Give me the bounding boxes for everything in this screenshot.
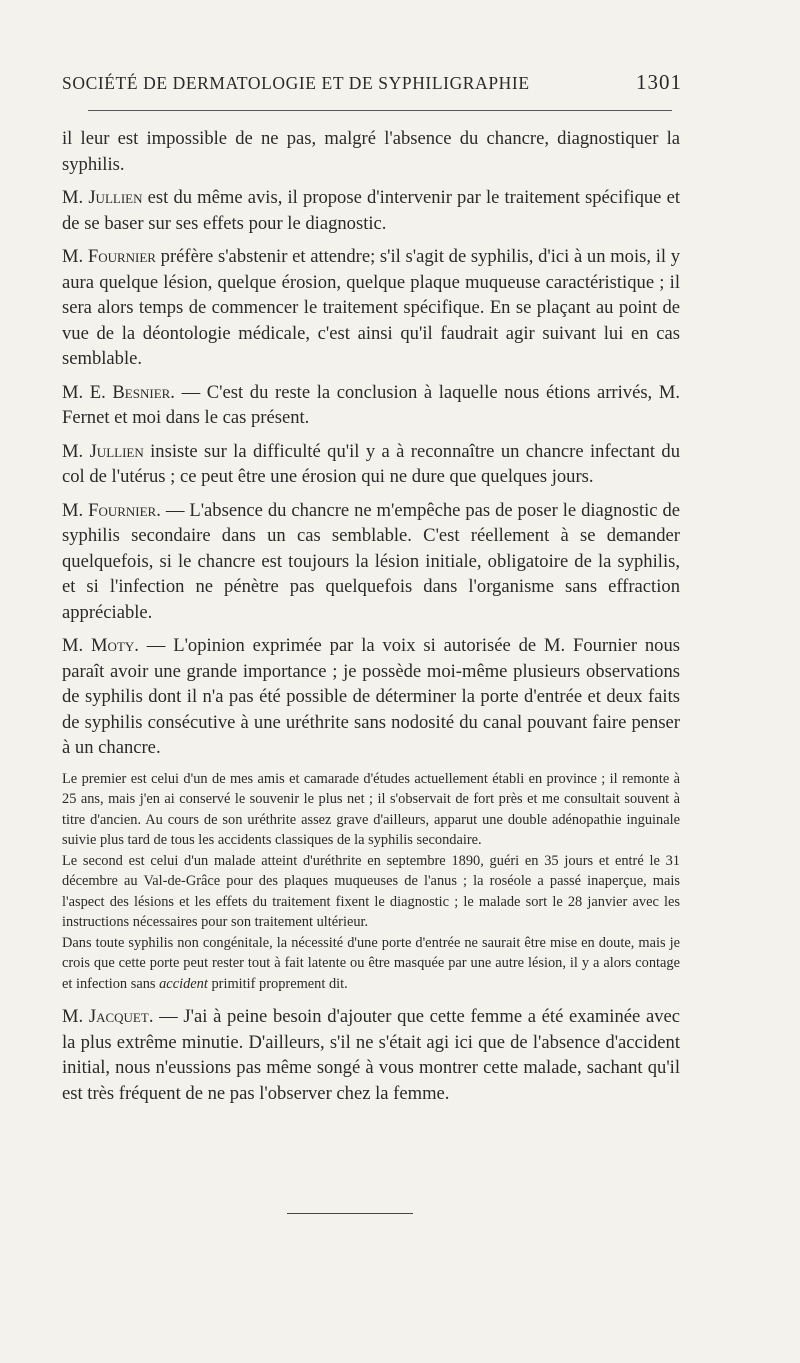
- paragraph-jullien-2: [62, 439, 680, 490]
- paragraph-1: [62, 126, 680, 177]
- speaker-name: M. Fournier.: [62, 499, 161, 521]
- small-paragraph-3-end: primitif proprement dit.: [207, 975, 348, 992]
- running-header: [62, 70, 682, 95]
- paragraph-besnier: [62, 380, 680, 431]
- paragraph-text: — L'opinion exprimée par la voix si autorisée de M. Fournier nous paraît avoir une grande importance ; je possède moi-même plusieurs observations de syphilis dont il n'a pas été possible de déterminer la porte d'entrée et deux faits de syphilis consécutive à une uréthrite sans nodosité du canal pouvant faire penser à un chancre.: [62, 635, 680, 758]
- speaker-name: M. E. Besnier.: [62, 381, 175, 403]
- paragraph-1-text: il leur est impossible de ne pas, malgré l'absence du chancre, diagnostiquer la syphilis.: [62, 128, 680, 175]
- paragraph-text: — C'est du reste la conclusion à laquelle nous étions arrivés, M. Fernet et moi dans le cas présent.: [62, 381, 680, 428]
- header-title: SOCIÉTÉ DE DERMATOLOGIE ET DE SYPHILIGRAPHIE: [62, 73, 530, 93]
- emphasis-accident: accident: [159, 975, 208, 992]
- paragraph-fournier-1: [62, 244, 680, 372]
- small-paragraph-2: Le second est celui d'un malade atteint d'uréthrite en septembre 1890, guéri en 35 jours et entré le 31 décembre au Val-de-Grâce pour des plaques muqueuses de l'anus ; la roséole a passé inaperçue, mais l'aspect des lésions et les effets du traitement fixent le diagnostic ; le malade sort le 28 janvier avec les instructions nécessaires pour son traitement ultérieur.: [62, 852, 680, 930]
- paragraph-text: — L'absence du chancre ne m'empêche pas de poser le diagnostic de syphilis secondaire dans un cas semblable. C'est réellement à se demander quelquefois, si le chancre est toujours la lésion initiale, obligatoire de la syphilis, et si l'infection ne pénètre pas quelquefois dans l'organisme sans effraction appréciable.: [62, 499, 681, 623]
- section-end-rule: [287, 1213, 413, 1214]
- small-paragraph-1: Le premier est celui d'un de mes amis et camarade d'études actuellement établi en province ; il remonte à 25 ans, mais j'en ai conservé le souvenir le plus net ; il s'observait de fort près et me consultait souvent à titre d'ancien. Au cours de son uréthrite assez grave d'ailleurs, apparut une double adénopathie inguinale suivie plus tard de tous les accidents classiques de la syphilis secondaire.: [62, 770, 680, 848]
- paragraph-jullien-1: [62, 185, 680, 236]
- paragraph-text: préfère s'abstenir et attendre; s'il s'agit de syphilis, d'ici à un mois, il y aura quelque lésion, quelque érosion, quelque plaque muqueuse caractéristique ; il sera alors temps de commencer le traitement spécifique. En se plaçant au point de vue de la déontologie médicale, c'est ainsi qu'il faudrait agir suivant lui en cas semblable.: [62, 246, 680, 369]
- paragraph-moty: [62, 633, 680, 761]
- page-number: 1301: [636, 70, 682, 94]
- speaker-name: M. Moty.: [62, 635, 139, 656]
- small-paragraph-3: [62, 933, 680, 995]
- speaker-name: M. Jacquet.: [62, 1006, 154, 1027]
- small-print-block: [62, 769, 680, 995]
- body-text: [62, 126, 680, 1114]
- header-rule: [88, 110, 672, 111]
- small-paragraph-3-text: Dans toute syphilis non congénitale, la nécessité d'une porte d'entrée ne saurait être mise en doute, mais je crois que cette porte peut rester tout à fait latente ou être masquée par une autre lésion, il y a alors contage et infection sans: [62, 934, 680, 992]
- paragraph-text: — J'ai à peine besoin d'ajouter que cette femme a été examinée avec la plus extrême minutie. D'ailleurs, s'il ne s'était agi ici que de l'absence d'accident initial, nous n'eussions pas même songé à vous montrer cette malade, sachant qu'il est très fréquent de ne pas l'observer chez la femme.: [62, 1006, 680, 1104]
- speaker-name: M. Jullien: [62, 440, 144, 462]
- paragraph-text: est du même avis, il propose d'intervenir par le traitement spécifique et de se baser sur ses effets pour le diagnostic.: [62, 187, 680, 234]
- speaker-name: M. Fournier: [62, 246, 156, 267]
- paragraph-fournier-2: [62, 498, 680, 626]
- paragraph-text: insiste sur la difficulté qu'il y a à reconnaître un chancre infectant du col de l'utérus ; ce peut être une érosion qui ne dure que quelques jours.: [62, 440, 681, 487]
- paragraph-jacquet: [62, 1004, 680, 1106]
- speaker-name: M. Jullien: [62, 187, 143, 208]
